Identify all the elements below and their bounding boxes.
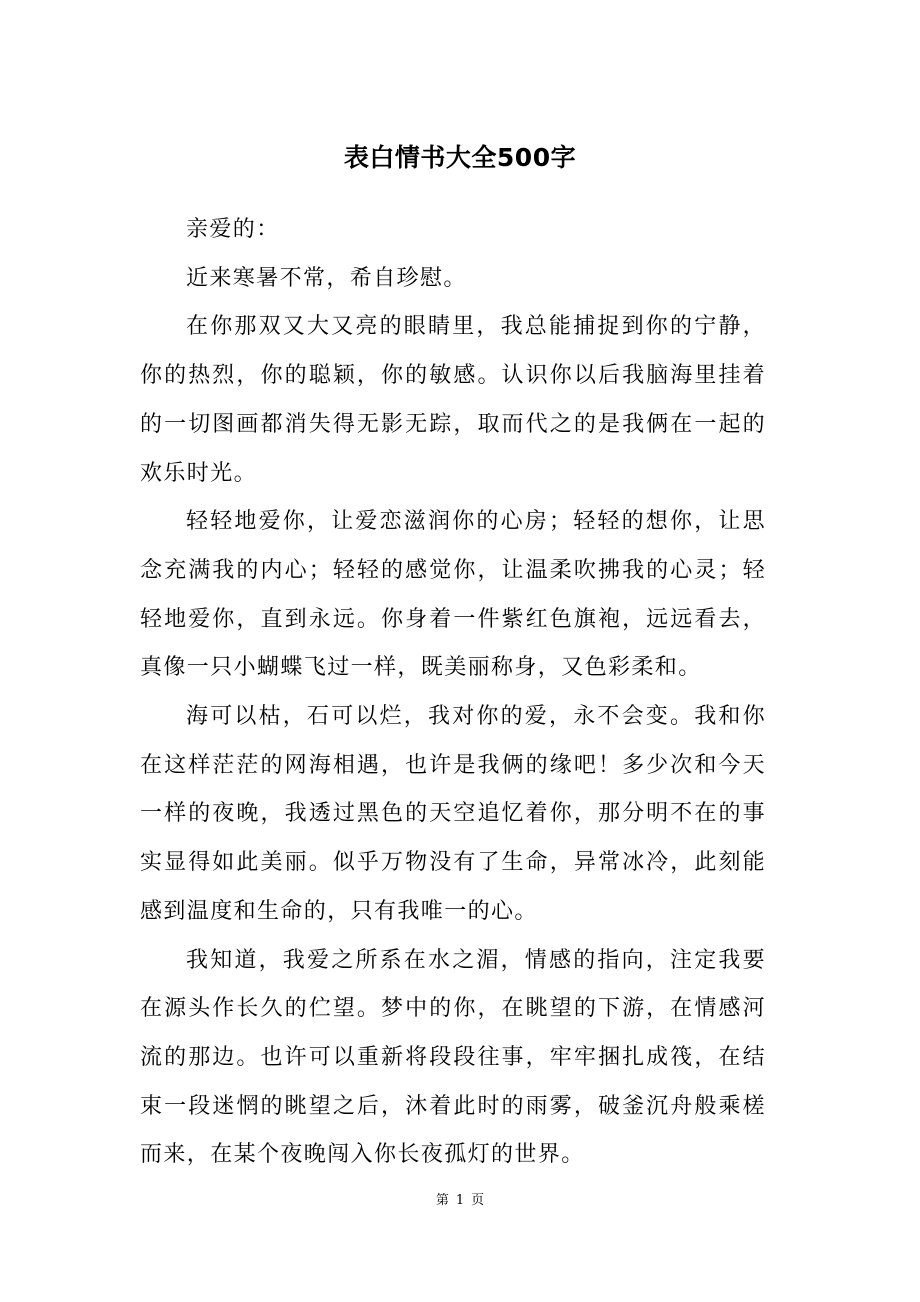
document-title: 表白情书大全500字 [343,143,577,172]
paragraph: 轻轻地爱你，让爱恋滋润你的心房；轻轻的想你，让思念充满我的内心；轻轻的感觉你，让温柔吹拂我的心灵；轻轻地爱你，直到永远。你身着一件紫红色旗袍，远远看去，真像一只小蝴蝶飞过一样，既美丽称身，又色彩柔和。 [140,509,766,681]
paragraph: 海可以枯，石可以烂，我对你的爱，永不会变。我和你在这样茫茫的网海相遇，也许是我俩的缘吧！多少次和今天一样的夜晚，我透过黑色的天空追忆着你，那分明不在的事实显得如此美丽。似乎万物没有了生命，异常冰冷，此刻能感到温度和生命的，只有我唯一的心。 [140,704,766,924]
page-label-suffix: 页 [471,1193,485,1208]
page-label-prefix: 第 [435,1193,449,1208]
paragraph: 我知道，我爱之所系在水之湄，情感的指向，注定我要在源头作长久的伫望。梦中的你，在眺望的下游，在情感河流的那边。也许可以重新将段段往事，牢牢捆扎成筏，在结束一段迷惘的眺望之后，沐着此时的雨雾，破釜沉舟般乘槎而来，在某个夜晚闯入你长夜孤灯的世界。 [140,947,766,1168]
paragraph-greeting: 近来寒暑不常，希自珍慰。 [186,265,467,291]
paragraph-salutation: 亲爱的： [186,217,280,242]
paragraph: 在你那双又大又亮的眼睛里，我总能捕捉到你的宁静，你的热烈，你的聪颖，你的敏感。认识你以后我脑海里挂着的一切图画都消失得无影无踪，取而代之的是我俩在一起的欢乐时光。 [140,314,766,486]
page-number: 1 [455,1193,465,1208]
document-body [140,206,766,1180]
page-footer [0,1192,920,1210]
